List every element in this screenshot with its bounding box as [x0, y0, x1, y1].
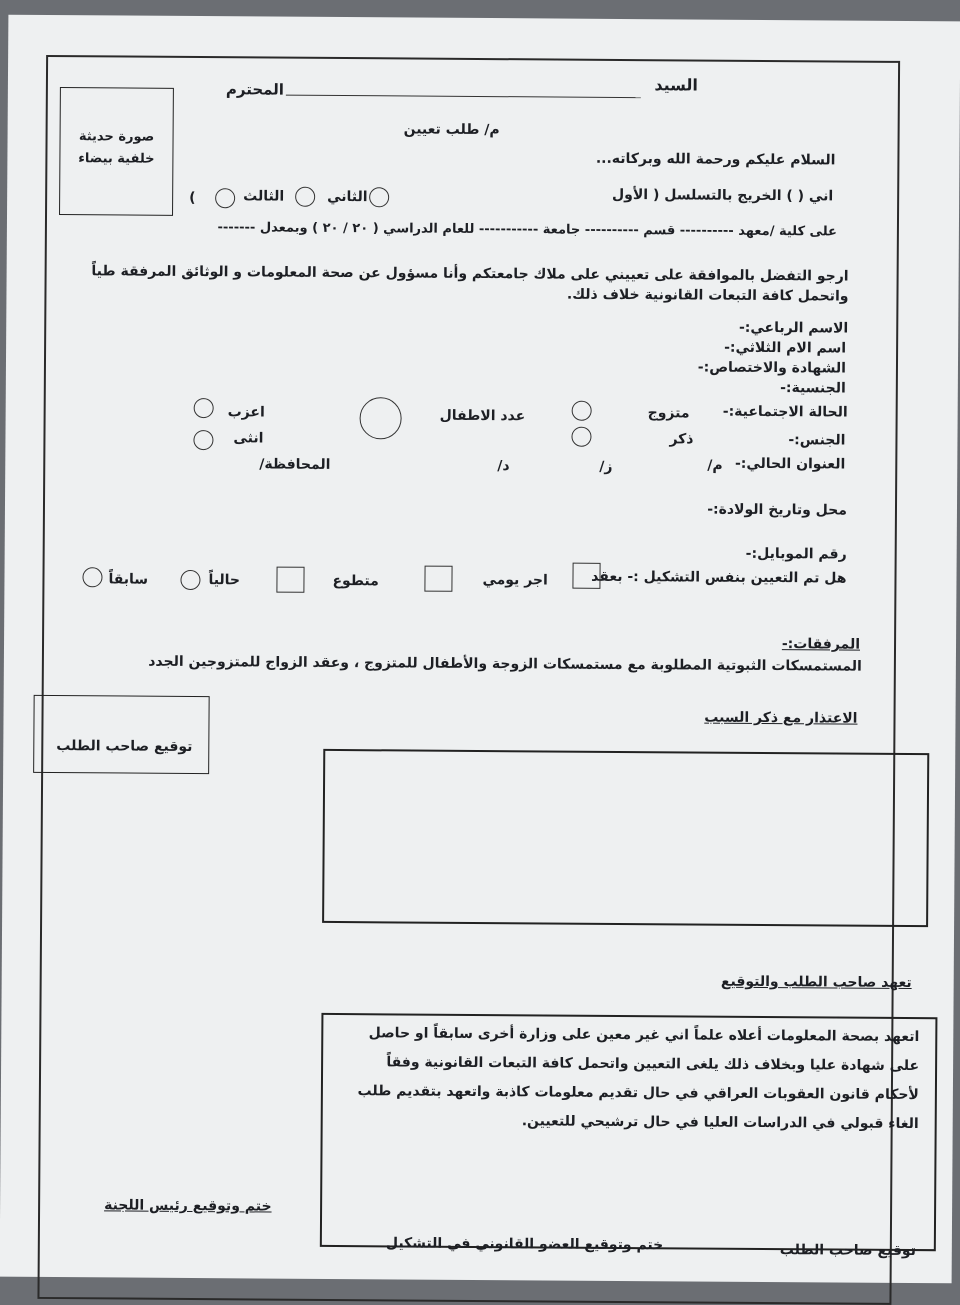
- mobile-label: رقم الموبايل:-: [745, 545, 847, 563]
- applicant-signature-label: توقيع صاحب الطلب: [56, 738, 193, 755]
- applicant-signature-box: [33, 695, 210, 774]
- subject: م/ طلب تعيين: [403, 121, 500, 139]
- previous-radio[interactable]: [82, 567, 102, 587]
- respected-label: المحترم: [225, 80, 285, 99]
- paper-sheet: [0, 15, 960, 1284]
- employed-label: هل تم التعيين بنفس التشكيل :- بعقد: [591, 568, 847, 587]
- male-radio[interactable]: [571, 427, 591, 447]
- full-name-label: الاسم الرباعي:-: [738, 319, 849, 337]
- daily-label: اجر يومي: [482, 572, 548, 589]
- children-label: عدد الاطفال: [439, 407, 526, 425]
- married-radio[interactable]: [572, 401, 592, 421]
- marital-label: الحالة الاجتماعية:-: [722, 403, 848, 421]
- graduate-line: اني ( ) الخريج بالتسلسل ( الأول: [611, 186, 834, 205]
- birth-label: محل وتاريخ الولادة:-: [707, 501, 848, 519]
- female-label: انثى: [233, 430, 264, 447]
- female-radio[interactable]: [193, 430, 213, 450]
- close-paren: ): [189, 189, 196, 207]
- greeting: السلام عليكم ورحمة الله وبركاته...: [595, 150, 836, 169]
- rank-first-radio[interactable]: [369, 187, 389, 207]
- rank-third-radio[interactable]: [215, 188, 235, 208]
- college-line: على كلية /معهد ---------- قسم ---------- جامعة ----------- للعام الدراسي ( ٢٠ / ٢٠ ) وبمعدل -------: [217, 220, 837, 240]
- current-radio[interactable]: [180, 570, 200, 590]
- excuse-title: الاعتذار مع ذكر السبب: [704, 709, 858, 727]
- legal-member-signature: ختم وتوقيع العضو القانوني في التشكيل: [385, 1235, 664, 1254]
- single-label: اعزب: [227, 404, 265, 421]
- gender-label: الجنس:-: [788, 432, 846, 449]
- volunteer-label: متطوع: [332, 572, 379, 590]
- committee-signature: ختم وتوقيع رئيس اللجنة: [104, 1197, 272, 1215]
- addressee-label: السيد: [654, 75, 699, 95]
- address-label: العنوان الحالي:-: [734, 455, 846, 473]
- nationality-label: الجنسية:-: [780, 380, 846, 397]
- single-radio[interactable]: [194, 398, 214, 418]
- daily-checkbox[interactable]: [424, 566, 452, 592]
- degree-label: الشهادة والاختصاص:-: [697, 359, 847, 377]
- previous-label: سابقاً: [108, 571, 149, 588]
- rank-third-label: الثالث: [243, 188, 285, 205]
- photo-note: صورة حديثة خلفية بيضاء: [78, 129, 155, 167]
- children-count-field[interactable]: [359, 397, 401, 439]
- mahalla-label: م/: [707, 457, 723, 474]
- current-label: حالياً: [208, 572, 241, 589]
- attachments-text: المستمسكات الثبوتية المطلوبة مع مستمسكات الزوجة والأطفال للمتزوج ، وعقد الزواج للمتزوجين الجدد: [148, 653, 862, 675]
- rank-second-label: الثاني: [327, 188, 368, 206]
- dar-label: د/: [497, 458, 510, 475]
- province-label: المحافظة/: [259, 456, 331, 473]
- pledge-title: تعهد صاحب الطلب والتوقيع: [720, 973, 912, 992]
- pledge-text: اتعهد بصحة المعلومات أعلاه علماً اني غير معين على وزارة أخرى سابقاً او حاصل على شهادة عليا وبخلاف ذلك يلغى التعيين واتحمل كافة التبعات القانونية وفقاً لأحكام قانون العقوبات العراقي في حال تقديم معلومات كاذبة واتعهد بتقديم طلب الغاء قبولي في الدراسات العليا في حال ترشيحي للتعيين.: [357, 1025, 920, 1133]
- zuqaq-label: ز/: [599, 458, 613, 475]
- attachments-title: المرفقات:-: [781, 636, 861, 653]
- rank-second-radio[interactable]: [295, 187, 315, 207]
- volunteer-checkbox[interactable]: [276, 567, 304, 593]
- married-label: متزوج: [647, 405, 690, 422]
- male-label: ذكر: [669, 431, 694, 448]
- request-text: ارجو التفضل بالموافقة على تعييني على ملاك جامعتكم وأنا مسؤول عن صحة المعلومات و الوثائق المرفقة طياً واتحمل كافة التبعات القانونية خلاف ذلك.: [91, 263, 849, 305]
- excuse-textbox[interactable]: [322, 749, 929, 927]
- mother-name-label: اسم الام الثلاثي:-: [724, 339, 847, 357]
- photo-box: [59, 87, 174, 216]
- pledge-box: [320, 1013, 938, 1254]
- contract-checkbox[interactable]: [572, 563, 600, 589]
- applicant-footer-signature: توقيع صاحب الطلب: [779, 1242, 917, 1260]
